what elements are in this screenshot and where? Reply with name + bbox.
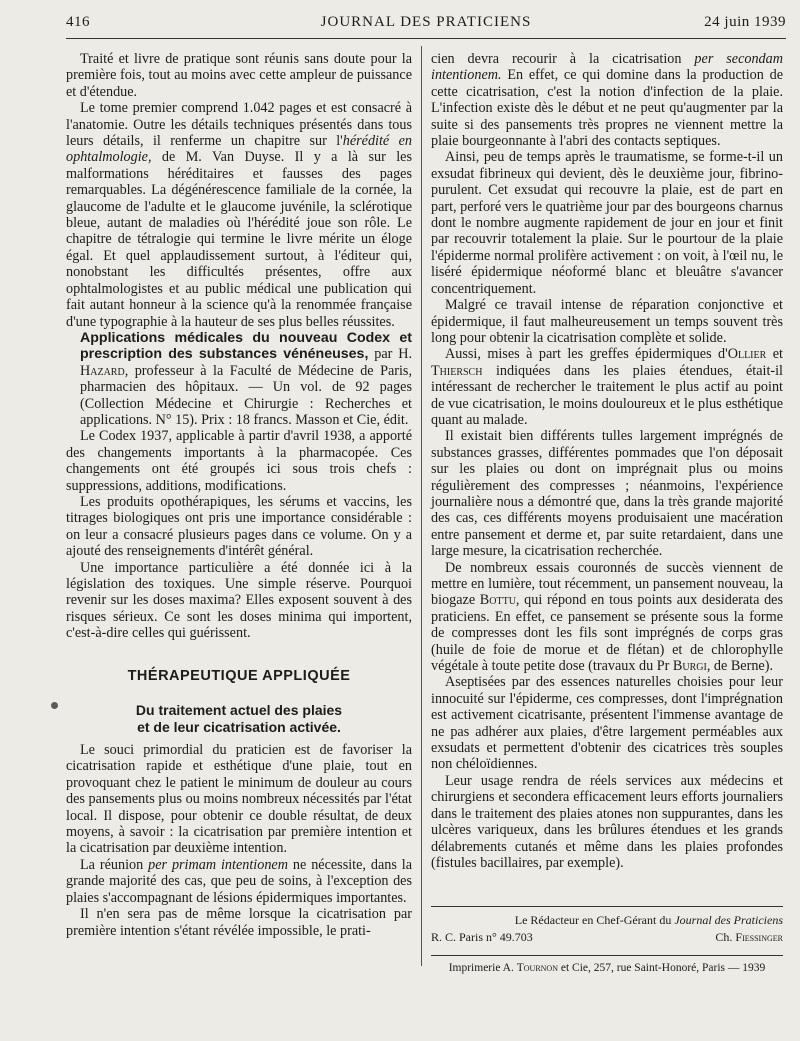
paragraph: Il n'en sera pas de même lorsque la cicatrisation par première intention s'étant révélée impossible, le prati- xyxy=(66,906,412,939)
issue-date: 24 juin 1939 xyxy=(704,14,786,30)
paragraph: Leur usage rendra de réels services aux médecins et chirurgiens et secondera efficacement leurs efforts journaliers dans le traitement des plaies atones non suppurantes, dans les ulcères variqueux, dans les brûlures étendues et les grands délabrements cutanés et même dans les plaies profondes (fistules bacillaires, par exemple). xyxy=(431,772,783,871)
page-number: 416 xyxy=(66,14,90,30)
paragraph: cien devra recourir à la cicatrisation per secondam intentionem. En effet, ce qui domine dans la production de cette cicatrisation, c'est la notion d'infection de la plaie. L'infection existe dès le début et ne peut qu'augmenter par la suite si des pansements très propres ne viennent mettre la plaie bourgeonnante à l'abri des contacts septiques. xyxy=(431,51,783,150)
page-header xyxy=(66,14,786,38)
paragraph: La réunion per primam intentionem ne nécessite, dans la grande majorité des cas, que peu de soins, à l'exception des plaies s'accompagnant de lésions épidermiques importantes. xyxy=(66,856,412,906)
book-author: Hazard xyxy=(80,362,125,379)
paragraph: Une importance particulière a été donnée ici à la législation des toxiques. Une simple réserve. Pourquoi revenir sur les doses maxima? Elles exposent souvent à des risques sérieux. Ce sont les doses minima qui importent, c'est-à-dire celles qui guérissent. xyxy=(66,559,412,642)
paragraph: Le tome premier comprend 1.042 pages et est consacré à l'anatomie. Outre les détails techniques présentés dans tous leurs détails, il renferme un chapitre sur l'hérédité en ophtalmologie, de M. Van Duyse. Il y a là sur les malformations héréditaires et fausses des pages remarquables. La dégénérescence familiale de la cornée, la glaucome de l'adulte et le glaucome juvénile, la sclérotique bleue, autant de maladies où l'hérédité joue son rôle. Le chapitre de tétralogie qui termine le livre mérite un éloge égal. Et quel applaudissement surtout, à l'éditeur qui, nonobstant les difficultés présentes, offre aux ophtalmologistes et au public médical une publication qui fait autant honneur à la science qu'à la renommée française d'une typographie à la hauteur de ses plus belles réussites. xyxy=(66,100,413,330)
paragraph: Il existait bien différents tulles largement imprégnés de substances grasses, différentes pommades que l'on déposait sur les plaies ou dont on imprégnait plus ou moins régulièrement des compresses ; néanmoins, l'expérience journalière nous a démontré que, dans la très grande majorité des cas, ces différents moyens produisaient une macération entre pansement et derme et, par suite retardaient, dans une large mesure, la cicatrisation recherchée. xyxy=(431,428,783,560)
paragraph: De nombreux essais couronnés de succès viennent de mettre en lumière, tout récemment, un pansement nouveau, la biogaze Bottu, qui répond en tous points aux desiderata des praticiens. En effet, ce pansement se présente sous la forme de compresses dont les fils sont imprégnés de corps gras (huile de foie de morue et de flétan) et de chlorophylle végétale à toute petite dose (travaux du Pr Burgi, de Berne). xyxy=(431,559,783,675)
left-column xyxy=(66,51,412,939)
paragraph: Les produits opothérapiques, les sérums et vaccins, les titrages biologiques ont pris une importance considérable : on leur a consacré plusieurs pages dans ce volume. On y a ajouté des renseignements d'intérêt général. xyxy=(66,493,412,560)
column-divider xyxy=(421,46,422,966)
paragraph: Le Codex 1937, applicable à partir d'avril 1938, a apporté des changements importants à la pharmacopée. Ces changements ont été groupés ici sous trois chefs : suppressions, additions, modifications. xyxy=(66,428,412,494)
editor-line: Le Rédacteur en Chef-Gérant du Journal des Praticiens xyxy=(514,913,783,927)
header-rule xyxy=(66,38,786,39)
footer-rule xyxy=(431,906,783,907)
paragraph: Traité et livre de pratique sont réunis sans doute pour la première fois, tout au moins avec cette ampleur de puissance et d'étendue. xyxy=(66,51,412,100)
paragraph: Ainsi, peu de temps après le traumatisme, se forme-t-il un exsudat fibrineux qui devient, dès le deuxième jour, fibrino-purulent. Cet exsudat qui recouvre la plaie, est de part en part, perforé vers le quatrième jour par des bourgeons charnus dont le nombre augmente rapidement de jour en jour et finit par recouvrir totalement la plaie. Sur le pourtour de la plaie l'épiderme normal prolifère activement : on voit, à l'œil nu, le liséré épidermique néoformé blanc et bleuâtre s'avancer concentriquement. xyxy=(431,149,783,297)
paragraph: Malgré ce travail intense de réparation conjonctive et épidermique, il faut malheureusement un temps souvent très long pour obtenir la cicatrisation complète et solide. xyxy=(431,297,783,346)
registration-line xyxy=(431,930,783,945)
paragraph: Aussi, mises à part les greffes épidermiques d'Ollier et Thiersch indiquées dans les plaies étendues, était-il intéressant de rechercher le traitement le plus actif au point de vue cicatrisation, le moins douloureux et le plus esthétique quant au malade. xyxy=(431,346,783,428)
registration-number: R. C. Paris n° 49.703 xyxy=(431,930,533,944)
page-footer xyxy=(431,906,783,974)
paragraph: Le souci primordial du praticien est de favoriser la cicatrisation rapide et esthétique d'une plaie, tout en provoquant chez le patient le minimum de douleur au cours des pansements plus ou moins nombreux nécessités par l'état local. Il dispose, pour obtenir ce double résultat, de deux moyens, à savoir : la cicatrisation par première intention et la cicatrisation par deuxième intention. xyxy=(66,742,412,857)
journal-title: JOURNAL DES PRATICIENS xyxy=(320,14,532,30)
book-title: Applications médicales du nouveau Codex et prescription des substances vénéneuses, xyxy=(80,329,412,363)
editor-signature: Ch. Fiessinger xyxy=(715,930,783,944)
book-review-entry: Applications médicales du nouveau Codex et prescription des substances vénéneuses, par H. Hazard, professeur à la Faculté de Médecine de Paris, pharmacien des hôpitaux. — Un vol. de 92 pages (Collection Médecine et Chirurgie : Recherches et applications. N° 15). Prix : 18 francs. Masson et Cie, édit. xyxy=(80,329,412,428)
section-title: THÉRAPEUTIQUE APPLIQUÉE xyxy=(127,667,351,684)
right-column xyxy=(431,51,783,871)
article-title: Du traitement actuel des plaies et de leur cicatrisation activée. xyxy=(135,702,343,736)
printer-line: Imprimerie A. Tournon et Cie, 257, rue Saint-Honoré, Paris — 1939 xyxy=(431,955,783,974)
paragraph: Aseptisées par des essences naturelles choisies pour leur innocuité sur l'épiderme, ces compresses, dont l'imprégnation est activement cicatrisante, présentent l'immense avantage de ne pas adhérer aux plaies, d'être largement perméables aux exsudats et permettent d'obtenir des cicatrices très souples non chéloïdiennes. xyxy=(431,674,783,773)
margin-dot xyxy=(51,702,58,709)
